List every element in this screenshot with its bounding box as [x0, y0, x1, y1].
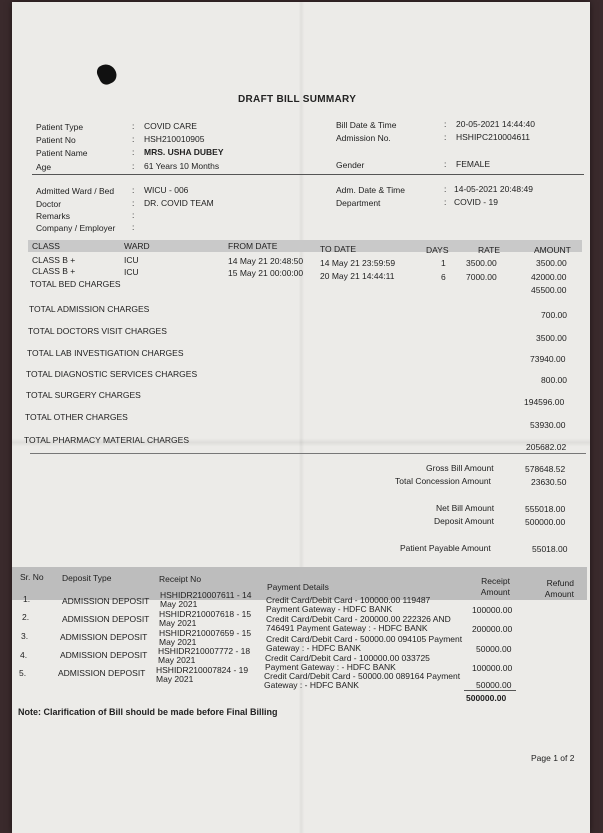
deposit-details: Credit Card/Debit Card - 50000.00 094105 Payment Gateway : - HDFC BANK [266, 634, 463, 653]
bed-row-to: 14 May 21 23:59:59 [320, 258, 396, 268]
net-bill-label: Net Bill Amount [436, 503, 495, 513]
charge-value: 800.00 [541, 375, 567, 385]
deposit-details: Credit Card/Debit Card - 100000.00 119487 Payment Gateway - HDFC BANK [266, 595, 431, 614]
bed-row-amount: 3500.00 [536, 258, 567, 268]
doctor-value: DR. COVID TEAM [144, 198, 214, 208]
admission-no-value: HSHIPC210004611 [456, 132, 531, 142]
bed-row-amount: 42000.00 [531, 272, 567, 282]
total-divider [464, 690, 516, 691]
deposit-amount: 100000.00 [472, 663, 513, 673]
charge-label: TOTAL DIAGNOSTIC SERVICES CHARGES [26, 369, 198, 379]
colon: : [444, 119, 447, 129]
patient-payable-value: 55018.00 [532, 544, 568, 554]
bed-row-class: CLASS B + [32, 266, 76, 276]
col-class: CLASS [32, 241, 60, 251]
ink-blot [95, 61, 120, 87]
colon: : [132, 161, 135, 171]
gross-bill-value: 578648.52 [525, 464, 566, 474]
deposit-receipt: HSHIDR210007772 - 18 May 2021 [158, 646, 251, 665]
age-value: 61 Years 10 Months [144, 161, 220, 171]
col-to-date: TO DATE [320, 244, 357, 254]
gender-value: FEMALE [456, 159, 491, 169]
charge-value: 194596.00 [524, 397, 565, 407]
document-title: DRAFT BILL SUMMARY [238, 94, 357, 105]
patient-no-label: Patient No [36, 135, 76, 145]
gross-bill-label: Gross Bill Amount [426, 463, 494, 473]
bed-row-from: 15 May 21 00:00:00 [228, 268, 304, 278]
concession-value: 23630.50 [531, 477, 567, 487]
colon: : [444, 132, 447, 142]
colon: : [132, 147, 135, 157]
colon: : [132, 210, 135, 220]
colon: : [132, 198, 135, 208]
deposit-sr: 3. [21, 631, 29, 641]
deposit-type: ADMISSION DEPOSIT [62, 596, 150, 606]
deposit-sr: 2. [22, 612, 30, 622]
deposit-details: Credit Card/Debit Card - 50000.00 089164 Payment Gateway : - HDFC BANK [264, 671, 461, 690]
deposit-amount: 50000.00 [476, 644, 512, 654]
admission-no-label: Admission No. [336, 133, 391, 143]
charge-label: TOTAL ADMISSION CHARGES [29, 304, 150, 314]
bed-row-class: CLASS B + [32, 255, 76, 265]
patient-name-label: Patient Name [36, 148, 88, 158]
deposit-amount-value: 500000.00 [525, 517, 566, 527]
col-amount: AMOUNT [534, 245, 571, 255]
deposit-type: ADMISSION DEPOSIT [60, 632, 148, 642]
colon: : [132, 185, 135, 195]
deposit-type: ADMISSION DEPOSIT [58, 668, 146, 678]
deposit-sr: 1. [23, 594, 31, 604]
colon: : [132, 222, 135, 232]
col-receipt-amount: Receipt Amount [480, 576, 510, 597]
patient-name-value: MRS. USHA DUBEY [144, 147, 224, 157]
bill-date-value: 20-05-2021 14:44:40 [456, 119, 535, 129]
deposit-sr: 5. [19, 668, 27, 678]
charge-value: 3500.00 [536, 333, 567, 343]
colon: : [444, 197, 447, 207]
charge-label: TOTAL DOCTORS VISIT CHARGES [28, 326, 167, 336]
bed-row-days: 1 [441, 258, 446, 268]
colon: : [132, 121, 135, 131]
adm-date-label: Adm. Date & Time [336, 185, 405, 195]
col-deposit-type: Deposit Type [62, 573, 112, 583]
col-rate: RATE [478, 245, 501, 255]
colon: : [444, 159, 447, 169]
deposit-type: ADMISSION DEPOSIT [62, 614, 150, 624]
charge-label: TOTAL LAB INVESTIGATION CHARGES [27, 348, 184, 358]
patient-type-label: Patient Type [36, 122, 84, 132]
deposit-amount-label: Deposit Amount [434, 516, 495, 526]
deposit-details: Credit Card/Debit Card - 200000.00 222326 AND 746491 Payment Gateway : - HDFC BANK [266, 614, 451, 633]
charge-label: TOTAL SURGERY CHARGES [26, 390, 141, 400]
charge-value: 205682.02 [526, 442, 567, 452]
bill-date-label: Bill Date & Time [336, 120, 397, 130]
bed-row-ward: ICU [124, 255, 139, 265]
deposit-amount: 50000.00 [476, 680, 512, 690]
age-label: Age [36, 162, 52, 172]
deposit-type: ADMISSION DEPOSIT [60, 650, 148, 660]
deposit-amount: 100000.00 [472, 605, 513, 615]
ward-label: Admitted Ward / Bed [36, 186, 115, 196]
colon: : [444, 184, 447, 194]
deposit-receipt: HSHIDR210007824 - 19 May 2021 [156, 665, 249, 684]
billing-note: Note: Clarification of Bill should be made before Final Billing [18, 707, 278, 717]
gender-label: Gender [336, 160, 365, 170]
col-days: DAYS [426, 245, 449, 255]
col-refund-amount: Refund Amount [544, 578, 574, 599]
bill-paper [12, 2, 590, 833]
charge-value: 700.00 [541, 310, 567, 320]
total-bed-value: 45500.00 [531, 285, 567, 295]
net-bill-value: 555018.00 [525, 504, 566, 514]
ward-value: WICU - 006 [144, 185, 189, 195]
charge-value: 53930.00 [530, 420, 566, 430]
department-label: Department [336, 198, 381, 208]
doctor-label: Doctor [36, 199, 62, 209]
bed-row-rate: 7000.00 [466, 272, 497, 282]
divider [32, 174, 584, 175]
remarks-label: Remarks [36, 211, 71, 221]
col-sr-no: Sr. No [20, 572, 44, 582]
patient-no-value: HSH210010905 [144, 134, 205, 144]
concession-label: Total Concession Amount [395, 476, 491, 486]
charge-value: 73940.00 [530, 354, 566, 364]
bed-row-rate: 3500.00 [466, 258, 497, 268]
bed-row-to: 20 May 21 14:44:11 [320, 271, 395, 281]
col-payment-details: Payment Details [267, 582, 329, 592]
deposit-receipt: HSHIDR210007659 - 15 May 2021 [159, 628, 252, 647]
deposit-sr: 4. [20, 650, 28, 660]
total-bed-label: TOTAL BED CHARGES [30, 279, 121, 289]
bed-row-from: 14 May 21 20:48:50 [228, 256, 304, 266]
col-from-date: FROM DATE [228, 241, 278, 251]
col-ward: WARD [124, 241, 150, 251]
charge-label: TOTAL OTHER CHARGES [25, 412, 128, 422]
patient-type-value: COVID CARE [144, 121, 197, 131]
divider [30, 453, 586, 454]
patient-payable-label: Patient Payable Amount [400, 543, 491, 553]
adm-date-value: 14-05-2021 20:48:49 [454, 184, 533, 194]
deposit-details: Credit Card/Debit Card - 100000.00 033725 Payment Gateway : - HDFC BANK [265, 653, 430, 672]
bed-row-ward: ICU [124, 267, 139, 277]
department-value: COVID - 19 [454, 197, 498, 207]
deposit-receipt: HSHIDR210007618 - 15 May 2021 [159, 609, 252, 628]
deposit-amount: 200000.00 [472, 624, 513, 634]
bed-row-days: 6 [441, 272, 446, 282]
colon: : [132, 134, 135, 144]
deposit-receipt: HSHIDR210007611 - 14 May 2021 [160, 590, 252, 609]
company-label: Company / Employer [36, 223, 116, 233]
deposit-total: 500000.00 [466, 693, 507, 703]
col-receipt-no: Receipt No [159, 574, 202, 584]
charge-label: TOTAL PHARMACY MATERIAL CHARGES [24, 435, 189, 445]
page-number: Page 1 of 2 [531, 753, 575, 763]
